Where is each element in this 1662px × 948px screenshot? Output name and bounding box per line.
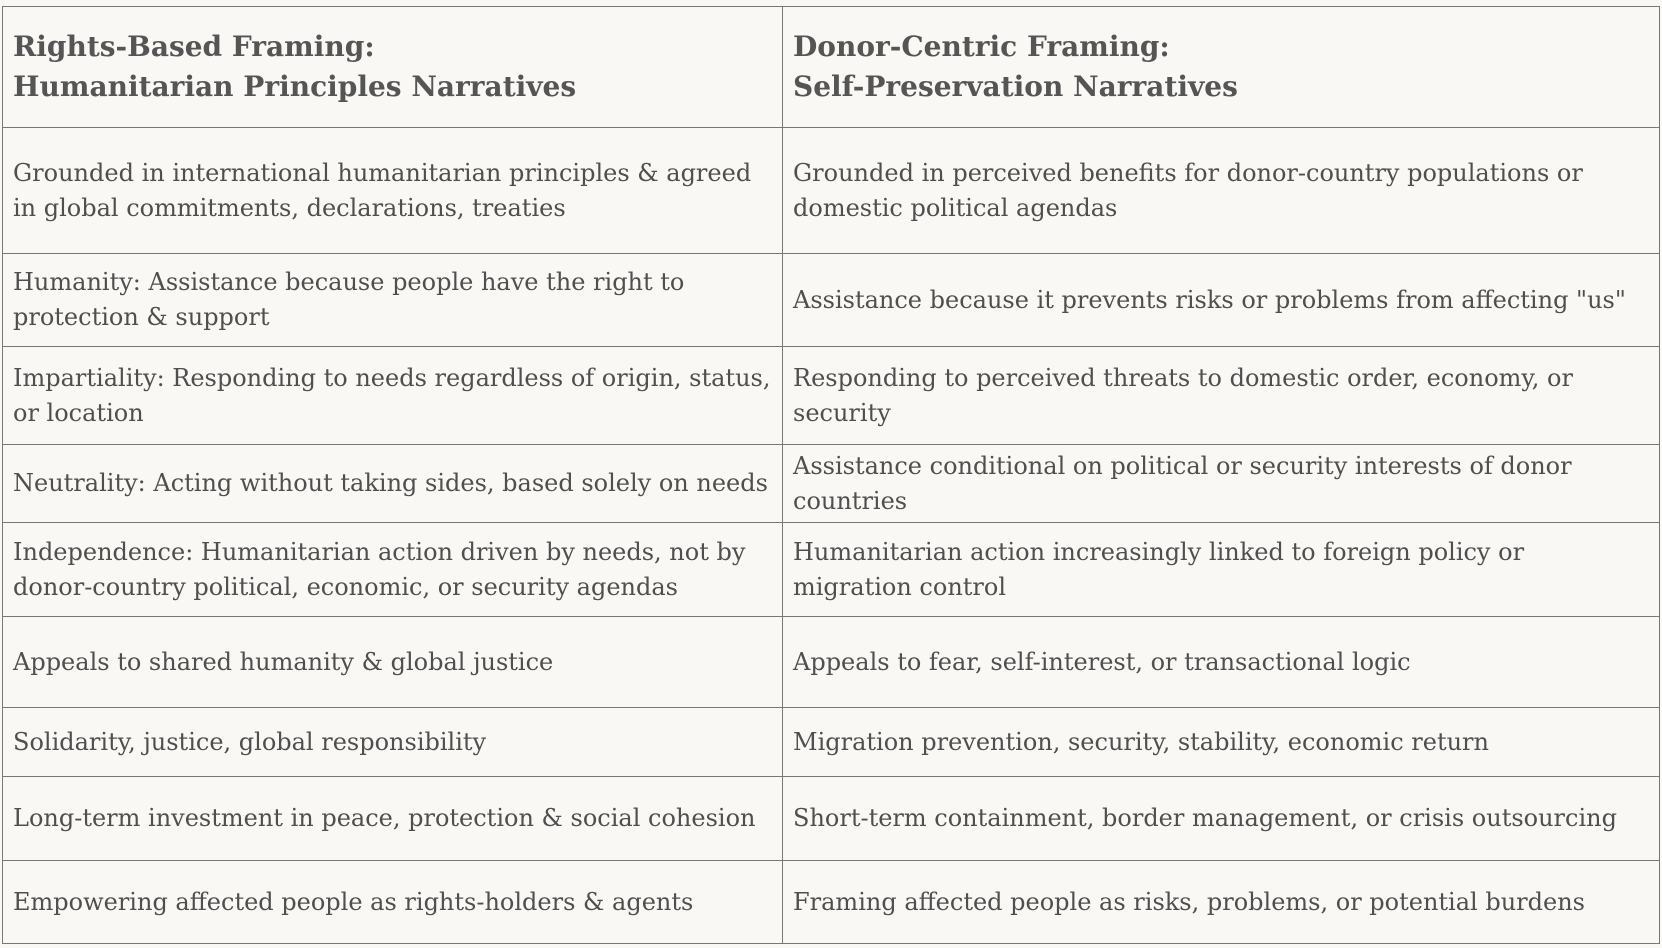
table-body — [3, 128, 1660, 944]
header-donor-centric-title: Donor-Centric Framing: — [793, 30, 1170, 63]
rights-based-cell: Appeals to shared humanity & global justice — [3, 617, 783, 708]
header-donor-centric-subtitle: Self-Preservation Narratives — [793, 70, 1238, 103]
table-row — [3, 708, 1660, 777]
table-row — [3, 861, 1660, 944]
table-row — [3, 445, 1660, 523]
rights-based-cell: Independence: Humanitarian action driven by needs, not by donor-country political, economic, or security agendas — [3, 523, 783, 617]
donor-centric-cell: Responding to perceived threats to domestic order, economy, or security — [783, 347, 1660, 445]
donor-centric-cell: Grounded in perceived benefits for donor-country populations or domestic political agendas — [783, 128, 1660, 254]
rights-based-cell: Solidarity, justice, global responsibility — [3, 708, 783, 777]
header-donor-centric — [783, 7, 1660, 128]
rights-based-cell: Empowering affected people as rights-holders & agents — [3, 861, 783, 944]
donor-centric-cell: Appeals to fear, self-interest, or transactional logic — [783, 617, 1660, 708]
rights-based-cell: Grounded in international humanitarian principles & agreed in global commitments, declarations, treaties — [3, 128, 783, 254]
donor-centric-cell: Humanitarian action increasingly linked to foreign policy or migration control — [783, 523, 1660, 617]
donor-centric-cell: Migration prevention, security, stability, economic return — [783, 708, 1660, 777]
framing-comparison-table — [2, 6, 1660, 944]
table-row — [3, 523, 1660, 617]
donor-centric-cell: Short-term containment, border management, or crisis outsourcing — [783, 777, 1660, 861]
table-row — [3, 254, 1660, 347]
table-row — [3, 128, 1660, 254]
header-rights-based-title: Rights-Based Framing: — [13, 30, 375, 63]
table-row — [3, 347, 1660, 445]
donor-centric-cell: Framing affected people as risks, problems, or potential burdens — [783, 861, 1660, 944]
rights-based-cell: Impartiality: Responding to needs regardless of origin, status, or location — [3, 347, 783, 445]
rights-based-cell: Long-term investment in peace, protection & social cohesion — [3, 777, 783, 861]
header-rights-based — [3, 7, 783, 128]
rights-based-cell: Neutrality: Acting without taking sides, based solely on needs — [3, 445, 783, 523]
table-header — [3, 7, 1660, 128]
donor-centric-cell: Assistance conditional on political or security interests of donor countries — [783, 445, 1660, 523]
table-row — [3, 777, 1660, 861]
header-rights-based-subtitle: Humanitarian Principles Narratives — [13, 70, 577, 103]
rights-based-cell: Humanity: Assistance because people have the right to protection & support — [3, 254, 783, 347]
donor-centric-cell: Assistance because it prevents risks or problems from affecting "us" — [783, 254, 1660, 347]
table-row — [3, 617, 1660, 708]
header-row — [3, 7, 1660, 128]
